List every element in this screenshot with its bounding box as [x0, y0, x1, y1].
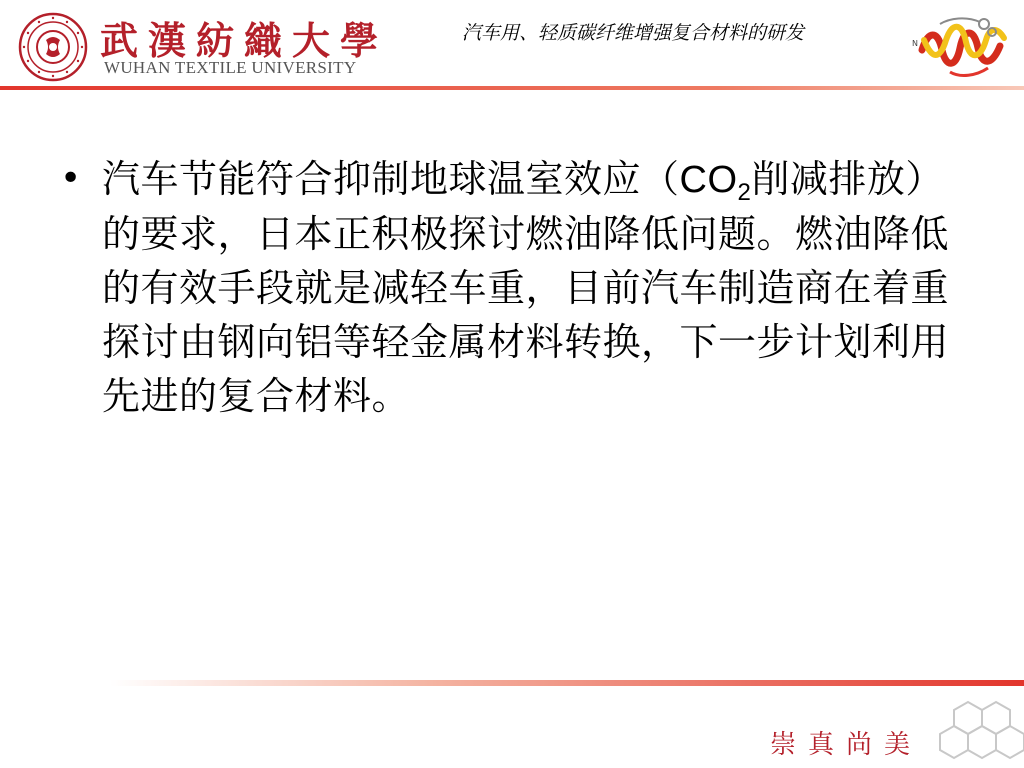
chemical-formula: [679, 159, 752, 206]
bullet-text: [102, 152, 962, 423]
chem-formula-base: CO: [679, 159, 738, 201]
university-motto: 崇真尚美: [770, 730, 923, 760]
bullet-text-part-1: 汽车节能符合抑制地球温室效应（: [102, 157, 680, 201]
molecular-lattice-icon: [934, 690, 1024, 768]
university-name-cn: 武漢紡織大學: [100, 18, 389, 63]
header-divider: [0, 86, 1024, 90]
university-name-en: WUHAN TEXTILE UNIVERSITY: [104, 58, 357, 77]
footer-divider: [110, 680, 1024, 686]
bullet-item: [60, 152, 970, 423]
protein-molecule-icon: [910, 10, 1010, 82]
bullet-dot-icon: •: [60, 158, 82, 199]
slide-header: [0, 0, 1024, 88]
slide-body: [60, 152, 970, 423]
chem-formula-subscript: 2: [737, 179, 752, 206]
bullet-text-part-2: 削减排放）的要求，日本正积极探讨燃油降低问题。燃油降低的有效手段就是减轻车重，目前汽车制造商在着重探讨由钢向铝等轻金属材料转换，下一步计划利用先进的复合材料。: [102, 157, 950, 418]
slide-title: 汽车用、轻质碳纤维增强复合材料的研发: [462, 22, 805, 44]
svg-text:N: N: [912, 39, 918, 48]
university-emblem-icon: [18, 12, 88, 82]
